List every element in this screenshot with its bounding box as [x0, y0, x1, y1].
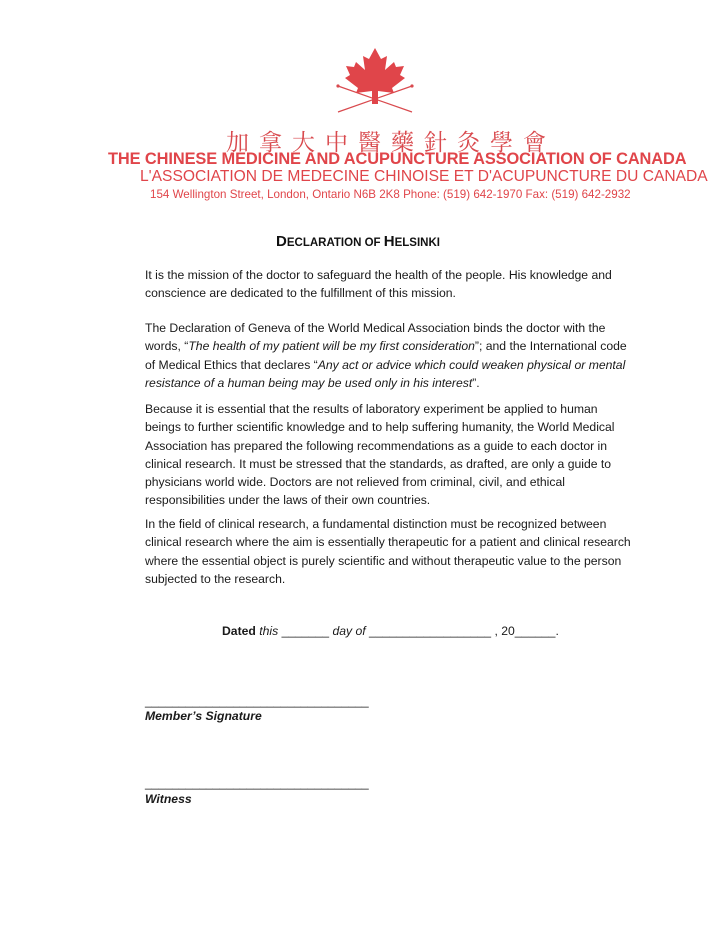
association-address: 154 Wellington Street, London, Ontario N6B 2K8 Phone: (519) 642-1970 Fax: (519) 642-2932: [150, 188, 631, 201]
chinese-char: 會: [523, 130, 546, 156]
paragraph-text: ”.: [472, 375, 480, 390]
title-initial: D: [276, 233, 287, 250]
member-signature-line[interactable]: _________________________________: [145, 694, 369, 708]
day-blank[interactable]: _______: [278, 624, 333, 638]
chinese-char: 中: [325, 130, 348, 156]
maple-leaf-logo-icon: [330, 46, 420, 118]
month-year-blank[interactable]: __________________ , 20______.: [365, 624, 559, 638]
english-association-name: THE CHINESE MEDICINE AND ACUPUNCTURE ASSOCIATION OF CANADA: [108, 150, 687, 168]
paragraph-laboratory-experiment: Because it is essential that the results of laboratory experiment be applied to human beings to further scientific knowledge and to help suffering humanity, the World Medical Association has prepared the following recommendations as a guide to each doctor in clinical research. It must be stressed that the standards, as drafted, are only a guide to physicians world wide. Doctors are not relieved from criminal, civil, and ethical responsibilities under the laws of their own countries.: [145, 402, 615, 508]
quote-ethics-code: Any act or advice which could weaken physical or mental resistance of a human being may be used only in his interest: [145, 357, 626, 390]
dated-day-of: day of: [332, 624, 366, 638]
paragraph-mission: It is the mission of the doctor to safeguard the health of the people. His knowledge and conscience are dedicated to the fulfillment of this mission.: [145, 268, 612, 301]
paragraph-text: ”; and the International code of Medical Ethics that declares “: [145, 339, 627, 372]
paragraph-clinical-research: In the field of clinical research, a fundamental distinction must be recognized between clinical research where the aim is essentially therapeutic for a patient and clinical research where the essential object is purely scientific and without therapeutic value to the person subjected to the research.: [145, 517, 631, 586]
chinese-char: 大: [292, 130, 315, 156]
member-signature-label: Member’s Signature: [145, 709, 262, 723]
paragraph-geneva: [145, 319, 635, 392]
chinese-char: 灸: [457, 130, 480, 156]
witness-label: Witness: [145, 792, 192, 806]
chinese-char: 加: [226, 130, 249, 156]
chinese-char: 醫: [358, 130, 381, 156]
chinese-char: 學: [490, 130, 513, 156]
title-text: ELSINKI: [394, 237, 440, 249]
dated-line: [222, 624, 559, 638]
chinese-char: 拿: [259, 130, 282, 156]
paragraph-text: The Declaration of Geneva of the World Medical Association binds the doctor with the words, “: [145, 321, 606, 354]
french-association-name: L'ASSOCIATION DE MEDECINE CHINOISE ET D'ACUPUNCTURE DU CANADA: [140, 168, 708, 185]
chinese-char: 藥: [391, 130, 414, 156]
chinese-char: 針: [424, 130, 447, 156]
quote-first-consideration: The health of my patient will be my first consideration: [188, 339, 475, 354]
document-title: [276, 233, 440, 250]
dated-label: Dated: [222, 624, 256, 638]
witness-signature-line[interactable]: _________________________________: [145, 776, 369, 790]
title-initial: H: [383, 233, 395, 250]
dated-this: this: [259, 624, 279, 638]
title-text: ECLARATION OF: [286, 237, 384, 249]
